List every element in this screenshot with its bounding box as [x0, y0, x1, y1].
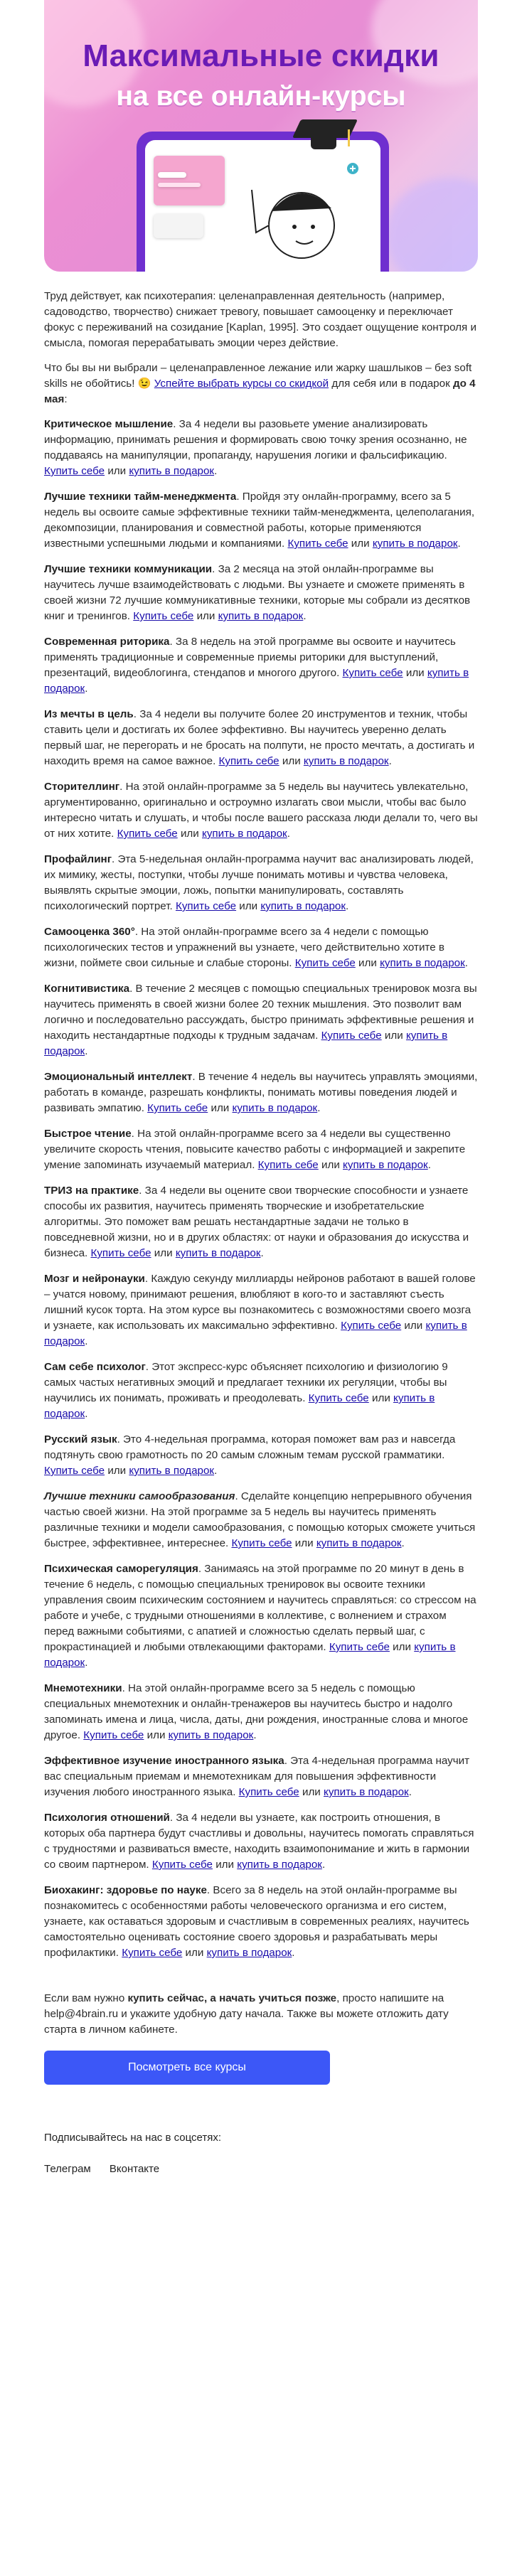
intro-offer-text: Что бы вы ни выбрали – целенаправленное лежание или жарку шашлыков – без soft skills не обойтись! 😉 [44, 362, 472, 390]
buy-self-link[interactable]: Купить себе [342, 667, 403, 679]
email-body [44, 272, 478, 2177]
buy-gift-link[interactable]: купить в подарок [44, 1320, 467, 1347]
course-item [44, 1432, 478, 1479]
intro-offer-colon: : [64, 393, 68, 405]
buy-gift-link[interactable]: купить в подарок [260, 900, 346, 912]
course-list [44, 417, 478, 1961]
or-text: или [279, 755, 304, 767]
course-title: Психология отношений [44, 1812, 170, 1824]
course-item [44, 1810, 478, 1873]
sentence-end: . [321, 1859, 326, 1871]
buy-gift-link[interactable]: купить в подарок [44, 1030, 448, 1057]
course-item [44, 1883, 478, 1961]
course-description: . На этой онлайн-программе всего за 4 недели вы существенно увеличите скорость чтения, повысите качество работы с информацией и закрепите умение запоминать изучаемый материал. [44, 1128, 466, 1171]
sentence-end: . [287, 828, 290, 840]
sentence-end: . [214, 465, 218, 477]
graduation-cap-icon [297, 119, 353, 149]
buy-self-link[interactable]: Купить себе [175, 900, 237, 912]
buy-self-link[interactable]: Купить себе [341, 1320, 402, 1332]
course-description: . Всего за 8 недель на этой онлайн-программе вы познакомитесь с особенностями работы человеческого организма и его систем, узнаете, как оставаться здоровым и счастливым в современных реалиях, научитесь самостоятельно оценивать состояние своего здоровья и разрабатывать меры профилактики. [44, 1884, 469, 1959]
or-text: или [318, 1159, 343, 1171]
intro-offer-text-2: для себя или в подарок [329, 378, 453, 390]
buy-gift-link[interactable]: купить в подарок [237, 1859, 322, 1871]
hero-subtitle: на все онлайн-курсы [116, 81, 406, 112]
course-item [44, 1271, 478, 1350]
sentence-end: . [401, 1537, 405, 1549]
sentence-end: . [85, 683, 88, 695]
choose-courses-link[interactable]: Успейте выбрать курсы со скидкой [154, 378, 329, 390]
course-item [44, 924, 478, 971]
course-title: Биохакинг: здоровье по науке [44, 1884, 207, 1896]
or-text: или [292, 1537, 316, 1549]
buy-self-link[interactable]: Купить себе [287, 538, 348, 550]
sentence-end: . [427, 1159, 431, 1171]
course-description: . За 2 месяца на этой онлайн-программе вы научитесь лучше взаимодействовать с людьми. Вы узнаете и сможете применять в своей жизни 72 лучшие коммуникативные техники, которые мы собрали из десятков книг и тренингов. [44, 563, 471, 622]
or-text: или [389, 1641, 415, 1653]
course-title: Самооценка 360° [44, 926, 135, 938]
course-item [44, 1489, 478, 1551]
sentence-end: . [457, 538, 461, 550]
sentence-end: . [85, 1335, 88, 1347]
buy-self-link[interactable]: Купить себе [321, 1030, 382, 1042]
sentence-end: . [253, 1729, 257, 1741]
course-description: . На этой онлайн-программе всего за 5 недель с помощью специальных мнемотехник и онлайн-тренажеров вы научитесь быстро и надолго запоминать имена и лица, числа, даты, дни рождения, иностранные слова и многое другое. [44, 1682, 469, 1741]
buy-self-link[interactable]: Купить себе [44, 1465, 105, 1477]
outro-bold: купить сейчас, а начать учиться позже [127, 1992, 337, 2004]
buy-self-link[interactable]: Купить себе [151, 1859, 213, 1871]
buy-self-link[interactable]: Купить себе [122, 1947, 183, 1959]
buy-gift-link[interactable]: купить в подарок [232, 1102, 318, 1114]
buy-gift-link[interactable]: купить в подарок [129, 1465, 215, 1477]
course-title: ТРИЗ на практике [44, 1185, 139, 1197]
course-item [44, 981, 478, 1059]
course-title: Сам себе психолог [44, 1361, 146, 1373]
course-item [44, 1069, 478, 1116]
buy-gift-link[interactable]: купить в подарок [316, 1537, 402, 1549]
hero-title: Максимальные скидки [82, 38, 440, 73]
course-description: . За 4 недели вы разовьете умение анализировать информацию, принимать решения и формировать свою точку зрения осознанно, не поддаваясь на манипуляции, пропаганду, нарушения логики и фальсификацию. [44, 418, 467, 461]
email-container [44, 0, 478, 2177]
buy-gift-link[interactable]: купить в подарок [175, 1247, 261, 1259]
or-text: или [299, 1786, 324, 1798]
or-text: или [105, 465, 129, 477]
buy-self-link[interactable]: Купить себе [218, 755, 279, 767]
course-title: Лучшие техники тайм-менеджмента [44, 491, 237, 503]
course-item [44, 1183, 478, 1261]
intro-offer [44, 360, 478, 407]
buy-gift-link[interactable]: купить в подарок [324, 1786, 409, 1798]
buy-self-link[interactable]: Купить себе [117, 828, 178, 840]
course-item [44, 1561, 478, 1671]
course-description: . Сделайте концепцию непрерывного обучения частью своей жизни. На этой программе за 5 недель вы научитесь применять различные техники и модели самообразования, с помощью которых сможете учиться быстрее, эффективнее, интереснее. [44, 1490, 476, 1549]
buy-gift-link[interactable]: купить в подарок [129, 465, 215, 477]
offer-deadline: до 4 мая [44, 378, 476, 405]
course-description: . Пройдя эту онлайн-программу, всего за 5 недель вы освоите самые эффективные техники тайм-менеджмента, целеполагания, декомпозиции, планирования и совместной работы, которые применяются известными успешными людьми и компаниями. [44, 491, 475, 550]
sentence-end: . [303, 610, 307, 622]
or-text: или [348, 538, 373, 550]
course-title: Мнемотехники [44, 1682, 122, 1694]
buy-gift-link[interactable]: купить в подарок [206, 1947, 292, 1959]
course-item [44, 1126, 478, 1173]
buy-gift-link[interactable]: купить в подарок [303, 755, 389, 767]
or-text: или [182, 1947, 207, 1959]
course-description: . За 8 недель на этой программе вы освоите и научитесь применять традиционные и современные приемы риторики для выступлений, презентаций, видеоблогинга, стендапов и многого другого. [44, 636, 456, 679]
course-item [44, 489, 478, 552]
course-title: Мозг и нейронауки [44, 1273, 145, 1285]
buy-self-link[interactable]: Купить себе [90, 1247, 151, 1259]
buy-self-link[interactable]: Купить себе [231, 1537, 292, 1549]
outro-text: Если вам нужно [44, 1992, 128, 2004]
buy-self-link[interactable]: Купить себе [83, 1729, 144, 1741]
person-illustration [145, 140, 380, 272]
course-title: Русский язык [44, 1433, 117, 1445]
course-title: Эмоциональный интеллект [44, 1071, 193, 1083]
buy-self-link[interactable]: Купить себе [44, 465, 105, 477]
course-item [44, 634, 478, 697]
course-title: Современная риторика [44, 636, 170, 648]
outro-text-2: , просто напишите на help@4brain.ru и укажите удобную дату начала. Также вы можете отложить дату старта в личном кабинете. [44, 1992, 449, 2036]
sentence-end: . [85, 1045, 88, 1057]
or-text: или [208, 1102, 233, 1114]
course-description: . В течение 2 месяцев с помощью специальных тренировок мозга вы научитесь применять в своей жизни более 20 техник мышления. Это позволит вам логично и последовательно рассуждать, быстро принимать эффективные решения и находить нестандартные подходы к трудным задачам. [44, 983, 477, 1042]
course-description: . Этот экспресс-курс объясняет психологию и физиологию 9 самых частых негативных эмоций и предлагает техники их регуляции, чтобы вы научились их понимать, проживать и преодолевать. [44, 1361, 448, 1404]
sentence-end: . [260, 1247, 264, 1259]
course-item [44, 417, 478, 479]
or-text: или [105, 1465, 129, 1477]
or-text: или [212, 1859, 238, 1871]
intro-paragraph: Труд действует, как психотерапия: целенаправленная деятельность (например, садоводство, творчество) снижает тревогу, повышает самооценку и переключает фокус с переживаний на созидание [Kaplan, 1995]. Это создает ощущение контроля и смысла, помогая перерабатывать эмоции через действие. [44, 290, 476, 349]
course-title: Критическое мышление [44, 418, 174, 430]
course-description: . Занимаясь на этой программе по 20 минут в день в течение 6 недель, с помощью специальных тренировок вы освоите техники управления своим психическим состоянием и научитесь справляться: со стрессом на работе и учебе, с трудными отношениями в коллективе, с волнением и страхом перед важными событиями, с апатией и сложностью сделать первый шаг, с прокрастинацией и любыми отвлекающими факторами. [44, 1563, 476, 1653]
sentence-end: . [85, 1657, 88, 1669]
buy-gift-link[interactable]: купить в подарок [372, 538, 458, 550]
laptop-screen [145, 140, 380, 272]
course-item [44, 1753, 478, 1800]
course-item [44, 852, 478, 914]
sentence-end: . [464, 957, 469, 969]
sentence-end: . [346, 900, 349, 912]
course-title: Профайлинг [44, 853, 112, 865]
view-all-courses-button[interactable]: Посмотреть все курсы [44, 2051, 330, 2085]
course-description: . На этой онлайн-программе за 5 недель вы научитесь увлекательно, аргументированно, оригинально и остроумно излагать свои мысли, чтобы вас было интересно читать и слушать, и чтобы после вашего рассказа люди делали то, чего вы от них хотите. [44, 781, 478, 840]
course-title: Психическая саморегуляция [44, 1563, 198, 1575]
course-title: Лучшие техники самообразования [44, 1490, 235, 1502]
sentence-end: . [214, 1465, 218, 1477]
outro-paragraph [44, 1991, 478, 2038]
buy-gift-link[interactable]: купить в подарок [44, 1641, 456, 1669]
sentence-end: . [292, 1947, 295, 1959]
course-description: . Это 4-недельная программа, которая поможет вам раз и навсегда подтянуть свою грамотность по 20 самым сложным темам русской грамматики. [44, 1433, 456, 1461]
course-title: Быстрое чтение [44, 1128, 132, 1140]
laptop-icon [137, 132, 389, 272]
sentence-end: . [408, 1786, 412, 1798]
buy-gift-link[interactable]: купить в подарок [218, 610, 304, 622]
or-text: или [355, 957, 380, 969]
buy-self-link[interactable]: Купить себе [329, 1641, 390, 1653]
or-text: или [151, 1247, 176, 1259]
social-heading: Подписывайтесь на нас в соцсетях: [44, 2132, 222, 2144]
or-text: или [177, 828, 202, 840]
or-text: или [236, 900, 261, 912]
course-description: . За 4 недели вы оцените свои творческие способности и узнаете способы их развития, научитесь применять творческие и изобретательские алгоритмы. Это поможет вам решать нестандартные задачи не только в повседневной жизни, но и в других областях: от науки и образования до искусства и бизнеса. [44, 1185, 469, 1259]
buy-gift-link[interactable]: купить в подарок [380, 957, 465, 969]
buy-self-link[interactable]: Купить себе [147, 1102, 208, 1114]
course-title: Сторителлинг [44, 781, 120, 793]
sentence-end: . [317, 1102, 321, 1114]
or-text: или [381, 1030, 406, 1042]
course-item [44, 562, 478, 624]
buy-gift-link[interactable]: купить в подарок [168, 1729, 254, 1741]
course-title: Из мечты в цель [44, 708, 134, 720]
social-link-vkontakte[interactable]: Вконтакте [109, 2163, 160, 2175]
buy-self-link[interactable]: Купить себе [238, 1786, 299, 1798]
or-text: или [368, 1392, 394, 1404]
social-link-telegram[interactable]: Телеграм [44, 2163, 91, 2175]
course-title: Когнитивистика [44, 983, 130, 995]
or-text: или [144, 1729, 169, 1741]
buy-self-link[interactable]: Купить себе [257, 1159, 319, 1171]
course-description: . За 4 недели вы получите более 20 инструментов и техник, чтобы ставить цели и достигать их более эффективно. Вы научитесь уверенно делать первый шаг, не перегорать и не бросать на полпути, не просто мечтать, а достигать и находить время на самое важное. [44, 708, 475, 767]
course-description: . Эта 4-недельная программа научит вас специальным приемам и мнемотехникам для повышения эффективности изучения любого иностранного языка. [44, 1755, 470, 1798]
social-links [44, 2161, 478, 2177]
buy-self-link[interactable]: Купить себе [308, 1392, 369, 1404]
sentence-end: . [85, 1408, 88, 1420]
buy-self-link[interactable]: Купить себе [133, 610, 194, 622]
course-item [44, 1681, 478, 1743]
buy-gift-link[interactable]: купить в подарок [343, 1159, 428, 1171]
or-text: или [193, 610, 218, 622]
buy-gift-link[interactable]: купить в подарок [44, 667, 469, 695]
hero-banner [44, 0, 478, 272]
course-description: . На этой онлайн-программе всего за 4 недели с помощью психологических тестов и упражнений вы узнаете, чего действительно хотите в жизни, поймете свои сильные и слабые стороны. [44, 926, 444, 969]
buy-gift-link[interactable]: купить в подарок [44, 1392, 435, 1420]
course-title: Эффективное изучение иностранного языка [44, 1755, 284, 1767]
course-item [44, 707, 478, 769]
course-description: . За 4 недели вы узнаете, как построить отношения, в которых оба партнера будут счастливы и довольны, научитесь помогать справляться с трудностями и развиваться вместе, находить взаимопонимание и жить в гармонии со своим партнером. [44, 1812, 474, 1871]
course-title: Лучшие техники коммуникации [44, 563, 213, 575]
course-description: . Каждую секунду миллиарды нейронов работают в вашей голове – учатся новому, принимают решения, влюбляют в кого-то и заставляют съесть лишний кусок торта. На этом курсе вы познакомитесь с возможностями своего мозга и узнаете, как использовать их максимально эффективно. [44, 1273, 476, 1332]
course-description: . Эта 5-недельная онлайн-программа научит вас анализировать людей, их мимику, жесты, поступки, чтобы лучше понимать мотивы и чувства человека, выявлять скрытые эмоции, ложь, попытки манипулировать, составлять психологический портрет. [44, 853, 474, 912]
or-text: или [401, 1320, 426, 1332]
course-item [44, 779, 478, 842]
buy-gift-link[interactable]: купить в подарок [202, 828, 287, 840]
sentence-end: . [388, 755, 392, 767]
buy-self-link[interactable]: Купить себе [294, 957, 356, 969]
course-item [44, 1359, 478, 1422]
or-text: или [403, 667, 427, 679]
course-description: . В течение 4 недель вы научитесь управлять эмоциями, работать в команде, разрешать конфликты, понимать мотивы поведения людей и развивать эмпатию. [44, 1071, 478, 1114]
